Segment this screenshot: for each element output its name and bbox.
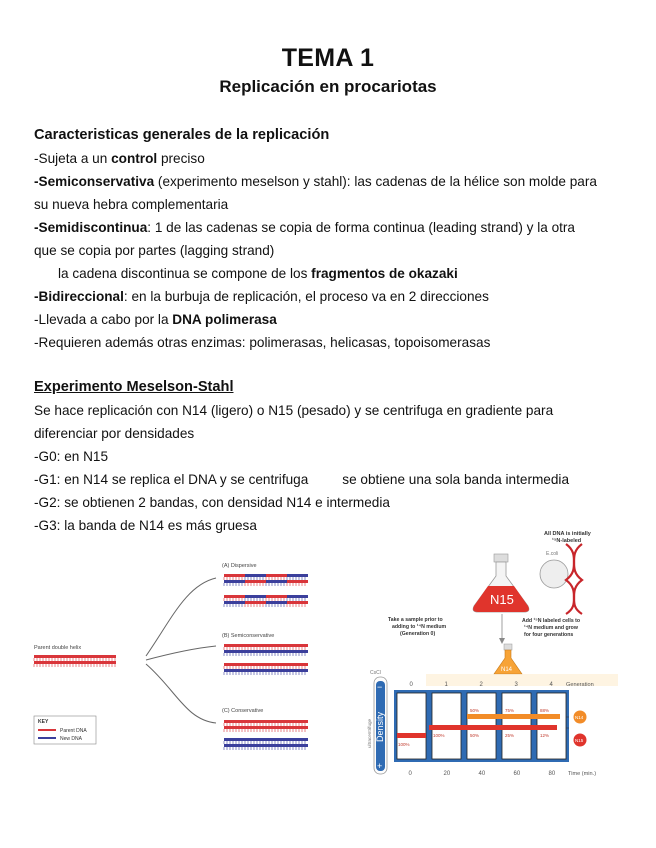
line-dna-polymerase: -Llevada a cabo por la DNA polimerasa [34, 312, 277, 327]
semiconservative-duplex-1-new [224, 650, 308, 653]
dispersive-duplex-2-seg [287, 595, 308, 598]
semiconservative-duplex-2-new [224, 669, 308, 672]
dispersive-duplex-2-seg [224, 595, 245, 598]
parent-strand-bottom [34, 661, 116, 664]
band-pct-g1: 100% [433, 733, 445, 738]
ultracentrifuge-label: ultracentrifuge [367, 718, 372, 748]
sample-note-2: adding to ¹⁴N medium [392, 624, 447, 630]
time-tick: 80 [548, 771, 556, 777]
dispersive-duplex-2-seg [266, 595, 287, 598]
line-g1: -G1: en N14 se replica el DNA y se centrifuga se obtiene una sola banda intermedia [34, 472, 570, 487]
conservative-duplex-2-a [224, 738, 308, 741]
band-pct-g2-hyb: 50% [470, 733, 480, 738]
cscl-label: CsCl [370, 670, 381, 676]
line-g0: -G0: en N15 [34, 449, 109, 464]
dispersive-duplex-1-seg [287, 580, 308, 583]
dispersive-duplex-2-seg [287, 601, 308, 604]
sample-note-3: (Generation 0) [400, 631, 436, 637]
key-new-dna: New DNA [60, 736, 82, 742]
dispersive-duplex-1-seg [287, 574, 308, 577]
dispersive-duplex-2-seg [245, 595, 266, 598]
dispersive-duplex-1-seg [224, 580, 245, 583]
add-note-2: ¹⁴N medium and grow [524, 625, 578, 631]
band-pct-g2-light: 50% [470, 708, 480, 713]
generation-tick: 1 [444, 682, 448, 688]
dispersive-duplex-1-seg [224, 574, 245, 577]
dispersive-duplex-1-seg [266, 574, 287, 577]
svg-text:¹⁵N-labeled [552, 537, 581, 544]
key-parent-dna: Parent DNA [60, 728, 87, 734]
semiconservative-label: (B) Semiconservative [222, 633, 275, 639]
band-pct-g0: 100% [398, 742, 410, 747]
dispersive-duplex-2-seg [245, 601, 266, 604]
dispersive-duplex-1-seg [245, 580, 266, 583]
time-tick: 40 [478, 771, 486, 777]
legend-n15-label: N15 [575, 738, 584, 743]
band-pct-g3-hyb: 25% [505, 733, 515, 738]
section-heading-meselson-stahl: Experimento Meselson-Stahl [34, 379, 234, 395]
add-note-1: Add ¹⁵N labeled cells to [522, 618, 581, 624]
line-experiment-intro-cont: diferenciar por densidades [34, 426, 195, 441]
dispersive-duplex-1-seg [245, 574, 266, 577]
svg-text:adding to ¹⁴N medium [392, 624, 447, 630]
time-tick: 0 [408, 771, 412, 777]
sample-note-1: Take a sample prior to [388, 617, 443, 623]
conservative-duplex-2-b [224, 744, 308, 747]
time-axis-label: Time (min.) [568, 771, 597, 777]
line-enzymes: -Requieren además otras enzimas: polimerasas, helicasas, topoisomerasas [34, 335, 491, 350]
ecoli-label: E.coli [546, 551, 559, 557]
centrifuge-tube [374, 677, 387, 774]
conservative-label: (C) Conservative [222, 708, 264, 714]
parent-strand-top [34, 655, 116, 658]
parent-helix-label: Parent double helix [34, 645, 82, 651]
page-subtitle: Replicación en procariotas [219, 77, 437, 96]
svg-text:¹⁴N medium and grow [524, 625, 579, 631]
plus-sign: + [377, 761, 383, 771]
svg-text:for four generations [524, 632, 573, 638]
flask-n14-label: N14 [501, 667, 513, 673]
conservative-duplex-1-b [224, 726, 308, 729]
time-tick: 20 [443, 771, 451, 777]
line-okazaki: la cadena discontinua se compone de los fragmentos de okazaki [58, 266, 458, 281]
line-bidirectional: -Bidireccional: en la burbuja de replicación, el proceso va en 2 direcciones [34, 289, 489, 304]
line-semiconservative: -Semiconservativa (experimento meselson y stahl): las cadenas de la hélice son molde para [34, 174, 597, 189]
document-body [34, 124, 634, 537]
dispersive-duplex-2-seg [266, 601, 287, 604]
band-pct-g4-hyb: 12% [540, 733, 550, 738]
line-semidiscontinuous-cont: que se copia por partes (lagging strand) [34, 243, 275, 258]
semiconservative-duplex-2-old [224, 663, 308, 666]
section-heading-replication: Caracteristicas generales de la replicación [34, 127, 330, 143]
band-pct-g4-light: 88% [540, 708, 550, 713]
dispersive-label: (A) Dispersive [222, 563, 257, 569]
svg-text:Take a sample prior to [388, 617, 443, 623]
generation-tick: 2 [479, 682, 483, 688]
minus-sign: − [377, 682, 383, 692]
conservative-duplex-1-a [224, 720, 308, 723]
dispersive-duplex-2-seg [224, 601, 245, 604]
all-dna-note-2: ¹⁵N-labeled [552, 538, 582, 544]
flask-n15-label: N15 [490, 592, 514, 607]
line-semidiscontinuous: -Semidiscontinua: 1 de las cadenas se copia de forma continua (leading strand) y la otra [34, 220, 575, 235]
ecoli-cell [540, 560, 568, 588]
generation-axis-label: Generation [566, 682, 594, 688]
meselson-stahl-figure [366, 524, 628, 782]
generation-tick: 0 [409, 682, 413, 688]
legend-n14-label: N14 [575, 715, 584, 720]
band-heavy-g0 [397, 733, 426, 738]
generation-tick: 4 [549, 682, 553, 688]
all-dna-note: All DNA is initially [544, 531, 591, 537]
key-box [34, 716, 96, 744]
replication-models-figure [26, 560, 326, 755]
band-hybrid [429, 725, 557, 730]
gel-lane [397, 693, 426, 759]
band-light [467, 714, 560, 719]
line-control: -Sujeta a un control preciso [34, 151, 205, 166]
generation-tick: 3 [514, 682, 518, 688]
page-title: TEMA 1 [281, 44, 375, 72]
svg-text:Add ¹⁵N labeled cells to [522, 618, 580, 624]
line-g2: -G2: se obtienen 2 bandas, con densidad N14 e intermedia [34, 495, 390, 510]
line-semiconservative-cont: su nueva hebra complementaria [34, 197, 229, 212]
semiconservative-duplex-1-old [224, 644, 308, 647]
line-experiment-intro: Se hace replicación con N14 (ligero) o N15 (pesado) y se centrifuga en gradiente para [34, 403, 554, 418]
svg-text:(Generation 0) [400, 631, 435, 637]
dispersive-duplex-1-seg [266, 580, 287, 583]
time-tick: 60 [513, 771, 521, 777]
line-g3: -G3: la banda de N14 es más gruesa [34, 518, 257, 533]
band-pct-g3-light: 75% [505, 708, 515, 713]
key-title: KEY [38, 719, 49, 725]
add-note-3: for four generations [524, 632, 574, 638]
density-axis-label: Density [375, 711, 385, 742]
